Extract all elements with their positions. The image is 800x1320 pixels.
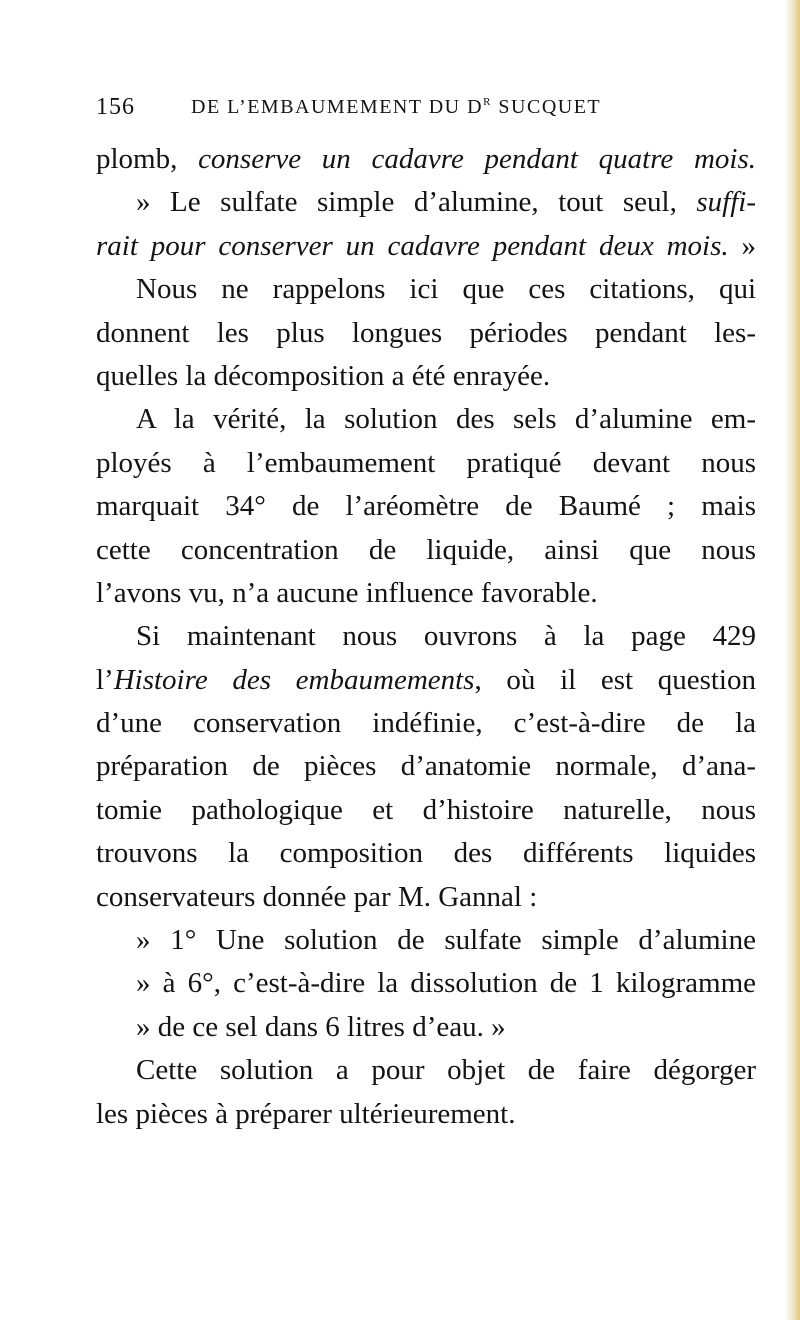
text-line: l’Histoire des embaumements, où il est question [96, 663, 756, 696]
text-line: » Le sulfate simple d’alumine, tout seul, suffi- [136, 186, 756, 219]
text-line: rait pour conserver un cadavre pendant deux mois. » [96, 229, 757, 262]
text-line: plomb, conserve un cadavre pendant quatre mois. [96, 143, 756, 175]
page-edge-shadow [784, 0, 800, 1320]
text-line: » de ce sel dans 6 litres d’eau. » [136, 1010, 506, 1043]
text-line: cette concentration de liquide, ainsi que nous [96, 533, 756, 566]
text-line: marquait 34° de l’aréomètre de Baumé ; mais [96, 490, 756, 523]
running-header [96, 88, 756, 128]
text-line: trouvons la composition des différents liquides [96, 837, 756, 870]
text-line: » 1° Une solution de sulfate simple d’alumine [136, 924, 756, 957]
text-line: Nous ne rappelons ici que ces citations, qui [136, 273, 756, 306]
text-line: donnent les plus longues périodes pendant les- [96, 316, 756, 349]
text-line: tomie pathologique et d’histoire naturelle, nous [96, 793, 756, 826]
running-title-superscript: R [483, 96, 492, 108]
running-title-main: DE L’EMBAUMEMENT DU D [191, 96, 484, 118]
text-line: Si maintenant nous ouvrons à la page 429 [136, 620, 756, 653]
text-line: les pièces à préparer ultérieurement. [96, 1097, 516, 1130]
text-line: » à 6°, c’est-à-dire la dissolution de 1 kilogramme [136, 967, 756, 1000]
running-title [191, 96, 601, 119]
text-line: d’une conservation indéfinie, c’est-à-dire de la [96, 707, 756, 740]
text-line: conservateurs donnée par M. Gannal : [96, 880, 538, 913]
text-line: Cette solution a pour objet de faire dégorger [136, 1054, 756, 1087]
running-title-end: SUCQUET [491, 96, 602, 118]
text-line: A la vérité, la solution des sels d’alumine em- [136, 403, 756, 436]
page-number: 156 [96, 94, 135, 120]
body-text [96, 138, 756, 1136]
text-line: préparation de pièces d’anatomie normale, d’ana- [96, 750, 756, 783]
text-line: l’avons vu, n’a aucune influence favorable. [96, 576, 598, 609]
text-line: quelles la décomposition a été enrayée. [96, 359, 551, 392]
text-line: ployés à l’embaumement pratiqué devant nous [96, 446, 756, 479]
